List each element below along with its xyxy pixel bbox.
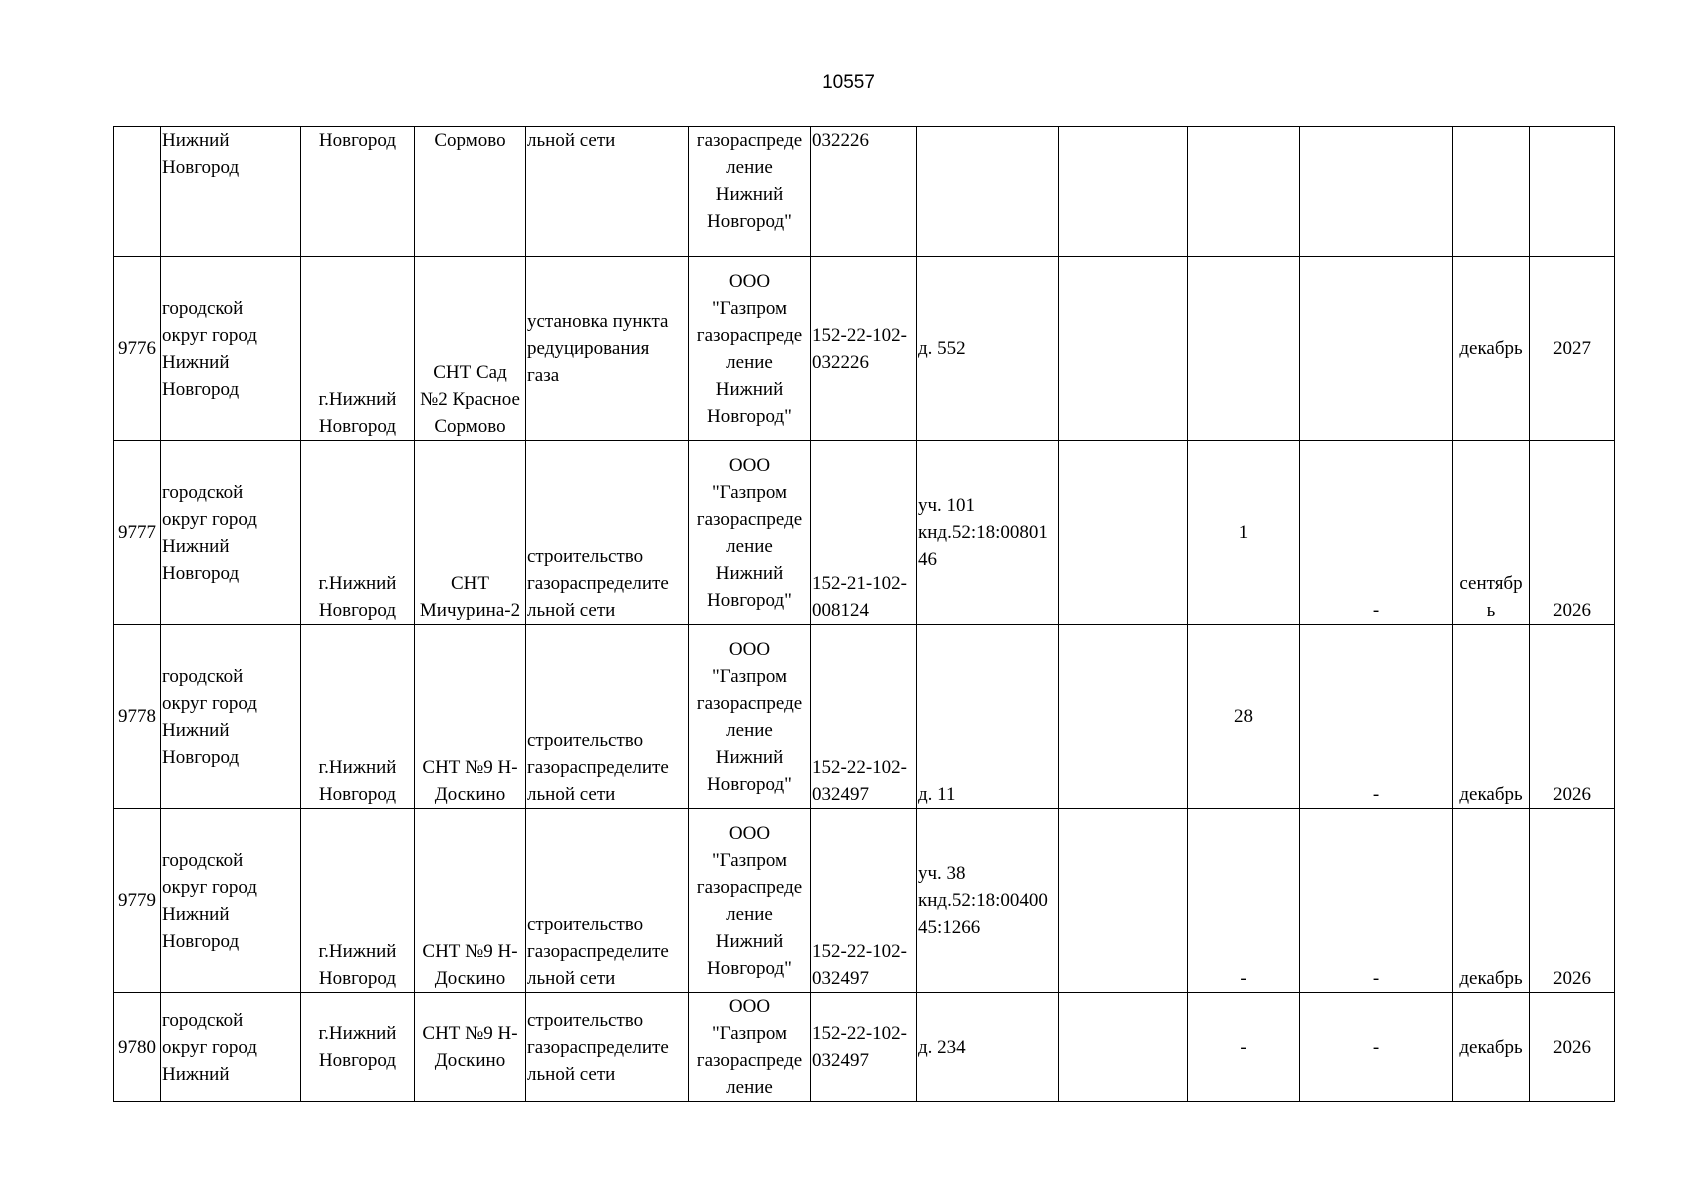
cell-month: декабрь [1453,257,1530,441]
table-row [114,257,1615,441]
cell-place: СНТ №9 Н- Доскино [415,625,526,809]
table-row [114,809,1615,993]
cell-address: уч. 101 кнд.52:18:00801 46 [917,441,1059,625]
cell-col9 [1059,257,1188,441]
cell-address [917,127,1059,257]
cell-col11: - [1300,809,1453,993]
cell-address: уч. 38 кнд.52:18:00400 45:1266 [917,809,1059,993]
cell-organization: ООО "Газпром газораспреде ление Нижний Новгород" [689,257,811,441]
cell-col9 [1059,625,1188,809]
cell-number: 9776 [114,257,161,441]
cell-work: установка пункта редуцирования газа [526,257,689,441]
cell-district: городской округ город Нижний [161,993,301,1102]
cell-col11 [1300,257,1453,441]
cell-work: строительство газораспределите льной сети [526,625,689,809]
cell-col10: - [1188,993,1300,1102]
cell-code: 152-22-102- 032497 [811,809,917,993]
cell-address: д. 11 [917,625,1059,809]
cell-col10: 1 [1188,441,1300,625]
cell-district: городской округ город Нижний Новгород [161,625,301,809]
cell-organization: ООО "Газпром газораспреде ление [689,993,811,1102]
cell-col11: - [1300,625,1453,809]
cell-place: СНТ №9 Н- Доскино [415,809,526,993]
cell-month: декабрь [1453,809,1530,993]
cell-col9 [1059,441,1188,625]
cell-code: 152-21-102- 008124 [811,441,917,625]
cell-place: СНТ Мичурина-2 [415,441,526,625]
cell-work: строительство газораспределите льной сети [526,441,689,625]
page-number: 10557 [822,72,875,93]
cell-month: декабрь [1453,993,1530,1102]
cell-number: 9778 [114,625,161,809]
cell-organization: ООО "Газпром газораспреде ление Нижний Новгород" [689,625,811,809]
cell-address: д. 234 [917,993,1059,1102]
cell-col11: - [1300,441,1453,625]
table-row [114,625,1615,809]
cell-year [1530,127,1615,257]
table-row [114,127,1615,257]
cell-col10: 28 [1188,625,1300,809]
cell-year: 2026 [1530,809,1615,993]
cell-work: строительство газораспределите льной сети [526,993,689,1102]
cell-organization: ООО "Газпром газораспреде ление Нижний Новгород" [689,441,811,625]
cell-number: 9780 [114,993,161,1102]
cell-work: льной сети [526,127,689,257]
cell-code: 152-22-102- 032497 [811,625,917,809]
data-table [113,126,1615,1102]
cell-district: городской округ город Нижний Новгород [161,809,301,993]
cell-place: СНТ Сад №2 Красное Сормово [415,257,526,441]
cell-organization: ООО "Газпром газораспреде ление Нижний Новгород" [689,809,811,993]
cell-organization: газораспреде ление Нижний Новгород" [689,127,811,257]
cell-col9 [1059,809,1188,993]
cell-col9 [1059,993,1188,1102]
cell-month [1453,127,1530,257]
cell-year: 2026 [1530,441,1615,625]
cell-col10 [1188,257,1300,441]
cell-work: строительство газораспределите льной сети [526,809,689,993]
cell-year: 2027 [1530,257,1615,441]
cell-number: 9777 [114,441,161,625]
cell-col11: - [1300,993,1453,1102]
cell-place: Сормово [415,127,526,257]
cell-number [114,127,161,257]
cell-district: городской округ город Нижний Новгород [161,441,301,625]
cell-year: 2026 [1530,993,1615,1102]
cell-city: г.Нижний Новгород [301,809,415,993]
cell-month: декабрь [1453,625,1530,809]
cell-number: 9779 [114,809,161,993]
cell-city: г.Нижний Новгород [301,993,415,1102]
cell-address: д. 552 [917,257,1059,441]
cell-place: СНТ №9 Н- Доскино [415,993,526,1102]
table-row [114,993,1615,1102]
cell-city: г.Нижний Новгород [301,625,415,809]
cell-code: 032226 [811,127,917,257]
table-row [114,441,1615,625]
cell-district: городской округ город Нижний Новгород [161,257,301,441]
cell-code: 152-22-102- 032226 [811,257,917,441]
cell-code: 152-22-102- 032497 [811,993,917,1102]
cell-year: 2026 [1530,625,1615,809]
cell-col9 [1059,127,1188,257]
cell-month: сентябр ь [1453,441,1530,625]
cell-district: Нижний Новгород [161,127,301,257]
cell-col10 [1188,127,1300,257]
cell-city: г.Нижний Новгород [301,257,415,441]
cell-col10: - [1188,809,1300,993]
cell-col11 [1300,127,1453,257]
cell-city: Новгород [301,127,415,257]
cell-city: г.Нижний Новгород [301,441,415,625]
